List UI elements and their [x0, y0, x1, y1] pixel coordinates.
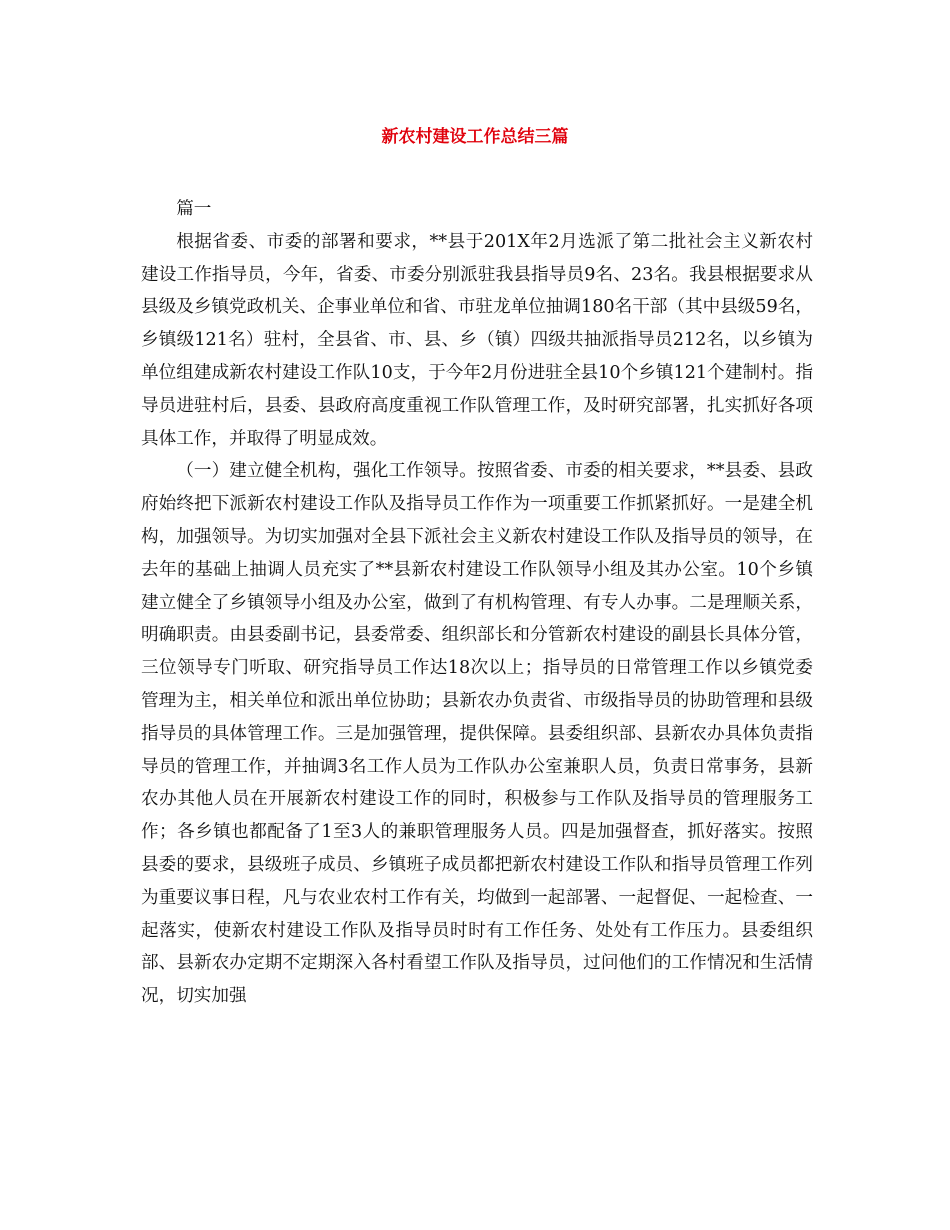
paragraph-1: 根据省委、市委的部署和要求，**县于201X年2月选派了第二批社会主义新农村建设工作指导员，今年，省委、市委分别派驻我县指导员9名、23名。我县根据要求从县级及乡镇党政机关、企事业单位和省、市驻龙单位抽调180名干部（其中县级59名，乡镇级121名）驻村，全县省、市、县、乡（镇）四级共抽派指导员212名，以乡镇为单位组建成新农村建设工作队10支，于今年2月份进驻全县10个乡镇121个建制村。指导员进驻村后，县委、县政府高度重视工作队管理工作，及时研究部署，扎实抓好各项具体工作，并取得了明显成效。	[141, 231, 813, 449]
document-body	[141, 193, 813, 1013]
paragraph-2: （一）建立健全机构，强化工作领导。按照省委、市委的相关要求，**县委、县政府始终把下派新农村建设工作队及指导员工作作为一项重要工作抓紧抓好。一是建全机构，加强领导。为切实加强对全县下派社会主义新农村建设工作队及指导员的领导，在去年的基础上抽调人员充实了**县新农村建设工作队领导小组及其办公室。10个乡镇建立健全了乡镇领导小组及办公室，做到了有机构管理、有专人办事。二是理顺关系，明确职责。由县委副书记，县委常委、组织部长和分管新农村建设的副县长具体分管，三位领导专门听取、研究指导员工作达18次以上；指导员的日常管理工作以乡镇党委管理为主，相关单位和派出单位协助；县新农办负责省、市级指导员的协助管理和县级指导员的具体管理工作。三是加强管理，提供保障。县委组织部、县新农办具体负责指导员的管理工作，并抽调3名工作人员为工作队办公室兼职人员，负责日常事务，县新农办其他人员在开展新农村建设工作的同时，积极参与工作队及指导员的管理服务工作；各乡镇也都配备了1至3人的兼职管理服务人员。四是加强督查，抓好落实。按照县委的要求，县级班子成员、乡镇班子成员都把新农村建设工作队和指导员管理工作列为重要议事日程，凡与农业农村工作有关，均做到一起部署、一起督促、一起检查、一起落实，使新农村建设工作队及指导员时时有工作任务、处处有工作压力。县委组织部、县新农办定期不定期深入各村看望工作队及指导员，过问他们的工作情况和生活情况，切实加强	[141, 461, 813, 1007]
section-label: 篇一	[176, 199, 212, 219]
document-title: 新农村建设工作总结三篇	[381, 127, 569, 147]
